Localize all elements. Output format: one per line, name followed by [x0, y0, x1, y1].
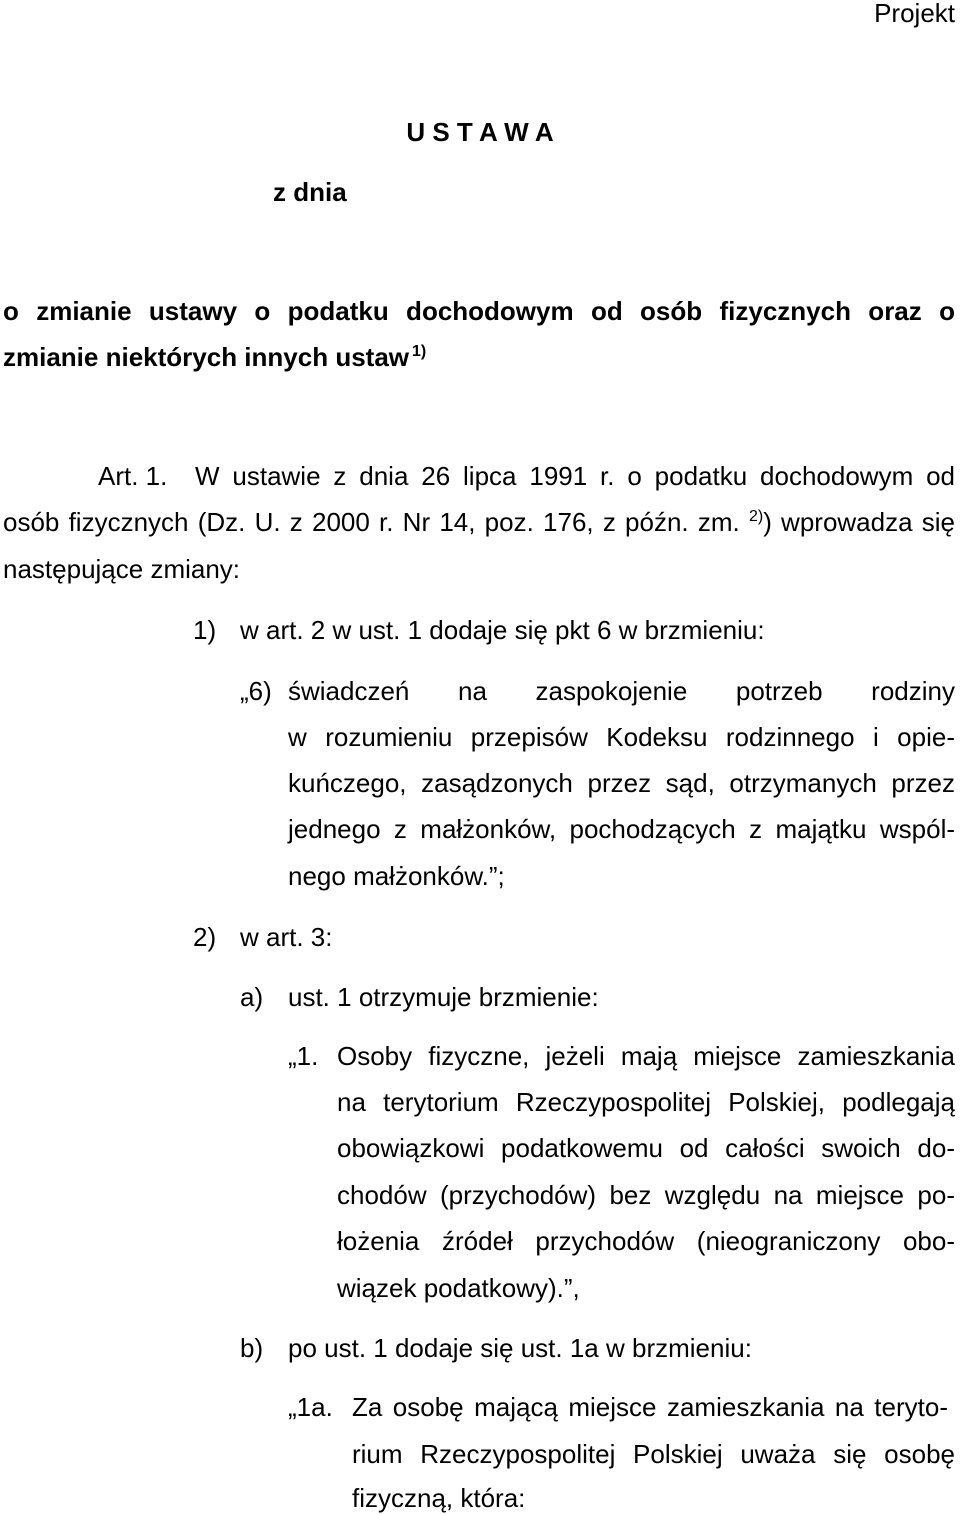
act-title-line-2 [3, 342, 955, 372]
draft-label: Projekt [874, 0, 955, 28]
article-1-intro-line-1: W ustawie z dnia 26 lipca 1991 r. o podatku dochodowym od [195, 461, 955, 491]
point-1-quoted-label: „6) [240, 676, 272, 706]
point-2-text: w art. 3: [240, 922, 333, 952]
letter-b-quoted-line-2: rium Rzeczypospolitej Polskiej uważa się osobę [352, 1439, 955, 1469]
article-1-intro-line-2 [3, 507, 955, 537]
point-1-quoted-line-5: nego małżonków.”; [288, 861, 505, 891]
letter-a-text: ust. 1 otrzymuje brzmienie: [288, 982, 599, 1012]
letter-b-quoted-line-3: fizyczną, która: [352, 1483, 526, 1513]
article-1-intro-line-2-text: osób fizycznych (Dz. U. z 2000 r. Nr 14, poz. 176, z późn. zm. [3, 507, 740, 537]
act-title-text: zmianie niektórych innych ustaw [3, 342, 409, 372]
letter-b-quoted-line-1: Za osobę mającą miejsce zamieszkania na teryto- [352, 1392, 948, 1422]
letter-b-label: b) [240, 1333, 264, 1363]
point-1-label: 1) [193, 615, 217, 645]
letter-a-quoted-line-4: chodów (przychodów) bez względu na miejsce po- [337, 1180, 955, 1210]
letter-b-text: po ust. 1 dodaje się ust. 1a w brzmieniu: [288, 1333, 752, 1363]
article-1-footnote-ref: 2) [748, 508, 764, 525]
letter-a-quoted-line-6: wiązek podatkowy).”, [337, 1273, 580, 1303]
article-1-label: Art. 1. [98, 461, 168, 491]
letter-a-quoted-line-2: na terytorium Rzeczypospolitej Polskiej, podlegają [337, 1087, 955, 1117]
letter-a-label: a) [240, 982, 264, 1012]
act-type-heading: U S T A W A [406, 117, 554, 147]
point-1-quoted-line-2: w rozumieniu przepisów Kodeksu rodzinnego i opie- [288, 722, 955, 752]
letter-a-quoted-line-3: obowiązkowi podatkowemu od całości swoich do- [337, 1133, 955, 1163]
point-2-label: 2) [193, 922, 217, 952]
article-1-intro-line-2-tail: ) wprowadza się [763, 507, 956, 537]
letter-a-quoted-label: „1. [288, 1041, 319, 1071]
act-title-line-1: o zmianie ustawy o podatku dochodowym od osób fizycznych oraz o [3, 296, 955, 326]
title-footnote-ref: 1) [412, 343, 427, 360]
letter-a-quoted-line-1: Osoby fizyczne, jeżeli mają miejsce zamieszkania [337, 1041, 955, 1071]
point-1-quoted-line-3: kuńczego, zasądzonych przez sąd, otrzymanych przez [288, 768, 955, 798]
point-1-quoted-line-1: świadczeń na zaspokojenie potrzeb rodziny [288, 676, 955, 706]
point-1-quoted-line-4: jednego z małżonków, pochodzących z majątku wspól- [288, 814, 955, 844]
article-1-intro-line-3: następujące zmiany: [3, 554, 241, 584]
point-1-text: w art. 2 w ust. 1 dodaje się pkt 6 w brzmieniu: [240, 615, 765, 645]
act-date-line: z dnia [273, 177, 347, 207]
letter-b-quoted-label: „1a. [288, 1392, 333, 1422]
letter-a-quoted-line-5: łożenia źródeł przychodów (nieograniczony obo- [337, 1226, 955, 1256]
